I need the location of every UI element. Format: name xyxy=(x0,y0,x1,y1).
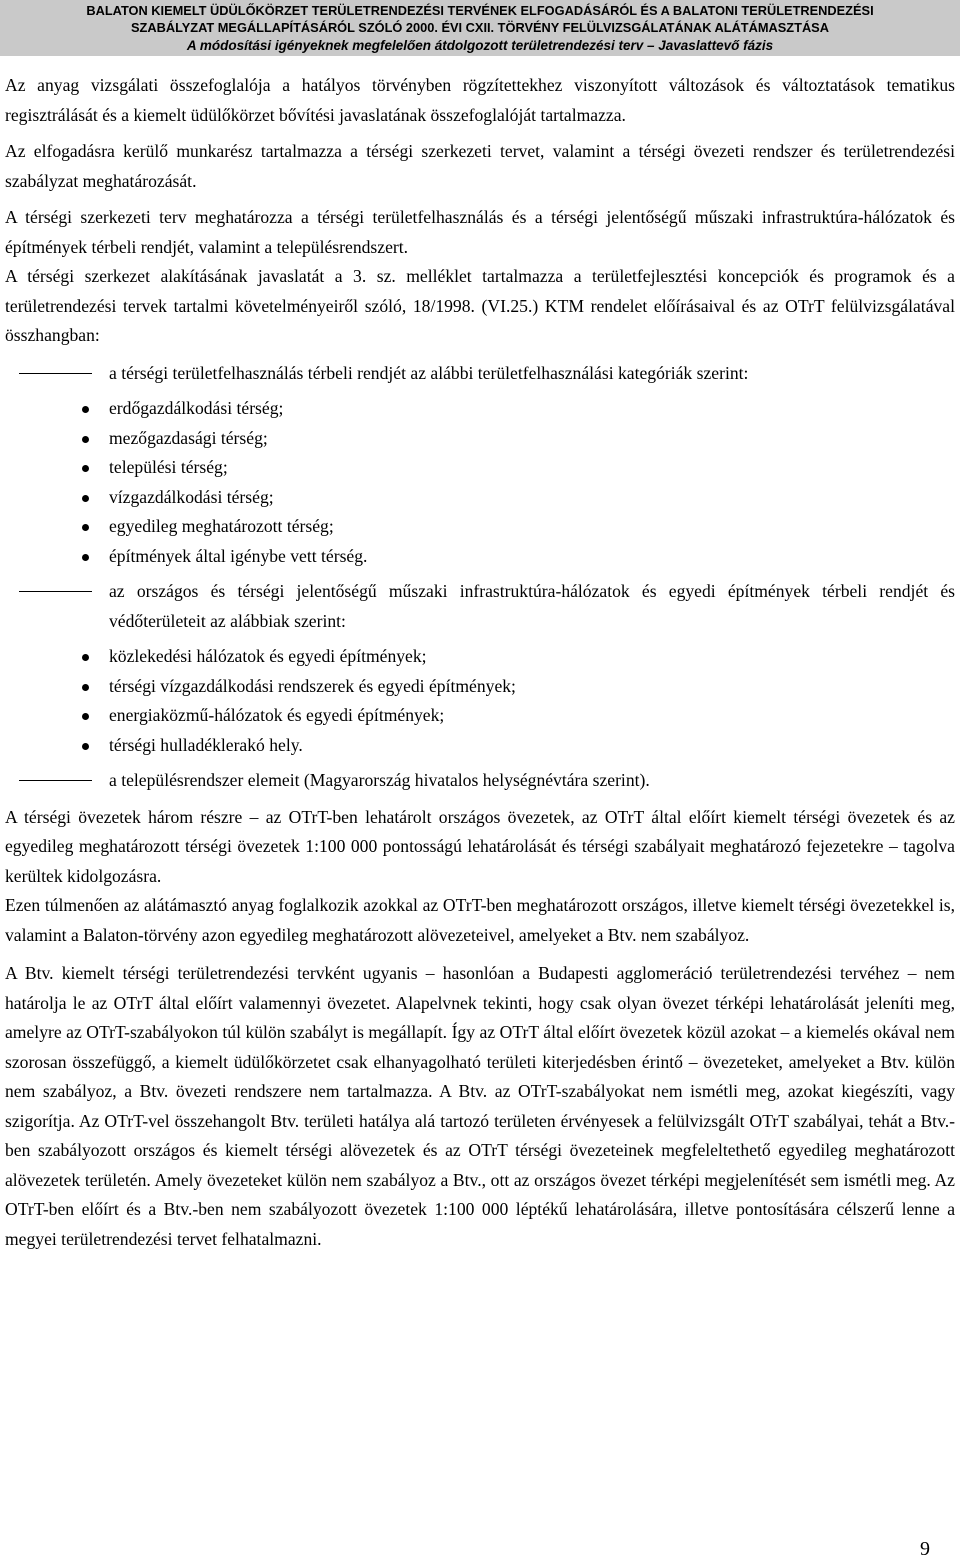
dash-item-land-use xyxy=(5,359,955,389)
list-item-text: egyedileg meghatározott térség; xyxy=(109,516,334,536)
list-item xyxy=(5,394,955,424)
paragraph-structure-proposal: A térségi szerkezet alakításának javaslatát a 3. sz. melléklet tartalmazza a területfejlesztési koncepciók és programok és a területrendezési tervek tartalmi követelményeiről szóló, 18/1998. (VI.25.) KTM rendelet előírásaival és az OTrT felülvizsgálatával összhangban: xyxy=(5,266,955,345)
bullet-icon xyxy=(82,406,89,413)
dash-item-text: a településrendszer elemeit (Magyarország hivatalos helységnévtára szerint). xyxy=(109,770,650,790)
bullet-icon xyxy=(82,743,89,750)
bullet-icon xyxy=(82,524,89,531)
list-item xyxy=(5,424,955,454)
paragraph-supporting-material: Ezen túlmenően az alátámasztó anyag foglalkozik azokkal az OTrT-ben meghatározott országos, illetve kiemelt térségi övezetekkel is, valamint a Balaton-törvény azon egyedileg meghatározott alövezeteivel, amelyeket a Btv. nem szabályoz. xyxy=(5,895,955,945)
list-item xyxy=(5,701,955,731)
list-item-text: közlekedési hálózatok és egyedi építmények; xyxy=(109,646,427,666)
document-body xyxy=(5,71,955,1254)
dash-item-infrastructure xyxy=(5,577,955,636)
list-item-text: energiaközmű-hálózatok és egyedi építmények; xyxy=(109,705,445,725)
header-title-line-2: SZABÁLYZAT MEGÁLLAPÍTÁSÁRÓL SZÓLÓ 2000. ÉVI CXII. TÖRVÉNY FELÜLVIZSGÁLATÁNAK ALÁTÁMASZTÁSA xyxy=(131,20,829,35)
paragraph-structure-plan: A térségi szerkezeti terv meghatározza a térségi területfelhasználás és a térségi jelentőségű műszaki infrastruktúra-hálózatok és építmények térbeli rendjét, valamint a településrendszert. xyxy=(5,207,955,257)
dash-item-settlement-system xyxy=(5,766,955,796)
list-item xyxy=(5,672,955,702)
dash-marker xyxy=(19,780,92,781)
bullet-icon xyxy=(82,465,89,472)
dash-item-text: a térségi területfelhasználás térbeli rendjét az alábbi területfelhasználási kategóriák szerint: xyxy=(109,362,749,383)
list-item-text: térségi vízgazdálkodási rendszerek és egyedi építmények; xyxy=(109,675,516,696)
header-title-line-1: BALATON KIEMELT ÜDÜLŐKÖRZET TERÜLETRENDEZÉSI TERVÉNEK ELFOGADÁSÁRÓL ÉS A BALATONI TERÜLETRENDEZÉSI xyxy=(86,3,874,18)
dash-item-text: az országos és térségi jelentőségű műszaki infrastruktúra-hálózatok és egyedi építmények térbeli rendjét és védőterületeit az alábbiak szerint: xyxy=(109,581,955,631)
list-item xyxy=(5,731,955,761)
bullet-icon xyxy=(82,495,89,502)
paragraph-zones: A térségi övezetek három részre – az OTrT-ben lehatárolt országos övezetek, az OTrT által előírt kiemelt térségi övezetek és az egyedileg meghatározott térségi övezetek 1:100 000 pontosságú lehatárolását és térségi szabályait meghatározó fejezetekre – tagolva kerültek kidolgozásra. xyxy=(5,806,955,886)
list-item-text: települési térség; xyxy=(109,457,228,477)
list-item xyxy=(5,512,955,542)
list-item xyxy=(5,542,955,572)
bullet-icon xyxy=(82,684,89,691)
list-item xyxy=(5,453,955,483)
list-item-text: mezőgazdasági térség; xyxy=(109,427,268,448)
list-item-text: erdőgazdálkodási térség; xyxy=(109,398,284,418)
dash-marker xyxy=(19,373,92,374)
page-header xyxy=(0,0,960,56)
list-item-text: térségi hulladéklerakó hely. xyxy=(109,734,303,755)
page-number: 9 xyxy=(920,1538,930,1560)
list-item xyxy=(5,483,955,513)
bullet-icon xyxy=(82,554,89,561)
paragraph-summary: Az anyag vizsgálati összefoglalója a hatályos törvényben rögzítettekhez viszonyított változások és változtatások tematikus regisztrálását és a kiemelt üdülőkörzet bővítési javaslatának összefoglalóját tartalmazza. xyxy=(5,75,955,125)
paragraph-adopted-part: Az elfogadásra kerülő munkarész tartalmazza a térségi szerkezeti tervet, valamint a térségi övezeti rendszer és területrendezési szabályzat meghatározását. xyxy=(5,141,955,191)
bullet-icon xyxy=(82,654,89,661)
bullet-icon xyxy=(82,713,89,720)
list-item-text: vízgazdálkodási térség; xyxy=(109,486,274,507)
land-use-list xyxy=(5,394,955,571)
list-item-text: építmények által igénybe vett térség. xyxy=(109,545,368,566)
infrastructure-list xyxy=(5,642,955,760)
bullet-icon xyxy=(82,436,89,443)
paragraph-btv: A Btv. kiemelt térségi területrendezési tervként ugyanis – hasonlóan a Budapesti agglomeráció területrendezési tervéhez – nem határolja le az OTrT által előírt valamennyi övezetet. Alapelvnek tekinti, hogy csak olyan övezet térképi lehatárolását jeleníti meg, amelyre az OTrT-szabályokon túl külön szabályt is megállapít. Így az OTrT által előírt övezetek közül azokat – a kiemelés okával nem szorosan összefüggő, a kiemelt üdülőkörzetet csak elhanyagolható területi kiterjedésben érintő – övezeteket, amelyeket a Btv. külön nem szabályoz, a Btv. övezeti rendszere nem tartalmazza. A Btv. az OTrT-szabályokat nem ismétli meg, azokat kiegészíti, vagy szigorítja. Az OTrT-vel összehangolt Btv. területi hatálya alá tartozó területen érvényesek a felülvizsgált OTrT szabályai, tehát a Btv.-ben szabályozott országos és kiemelt térségi alövezetek és az OTrT térségi övezeteinek megfeleltethető egyedileg meghatározott alövezetek területén. Amely övezeteket külön nem szabályoz a Btv., ott az országos övezet térképi megjelenítését sem ismétli meg. Az OTrT-ben előírt és a Btv.-ben nem szabályozott övezetek 1:100 000 léptékű lehatárolására, illetve pontosítására célszerű lenne a megyei területrendezési tervet felhatalmazni. xyxy=(5,963,955,1249)
header-subtitle: A módosítási igényeknek megfelelően átdolgozott területrendezési terv – Javaslattevő fázis xyxy=(186,38,774,53)
list-item xyxy=(5,642,955,672)
dash-marker xyxy=(19,591,92,592)
